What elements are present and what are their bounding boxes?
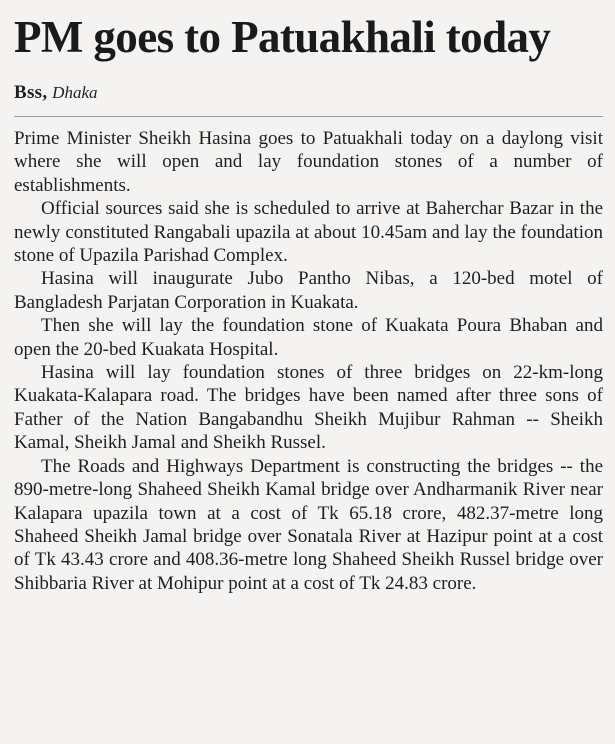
article-paragraph: Hasina will lay foundation stones of three bridges on 22-km-long Kuakata-Kalapara road. The bridges have been named after three sons of Father of the Nation Bangabandhu Sheikh Mujibur Rahman -- Sheikh Kamal, Sheikh Jamal and Sheikh Russel. (14, 362, 603, 454)
article-paragraph: Prime Minister Sheikh Hasina goes to Patuakhali today on a daylong visit where she will open and lay foundation stones of a number of establishments. (14, 128, 603, 196)
article-paragraph: Hasina will inaugurate Jubo Pantho Nibas, a 120-bed motel of Bangladesh Parjatan Corporation in Kuakata. (14, 268, 603, 313)
byline-agency: Bss, (14, 82, 48, 103)
byline-place: Dhaka (52, 83, 98, 102)
article-paragraph: Official sources said she is scheduled to arrive at Baherchar Bazar in the newly constituted Rangabali upazila at about 10.45am and lay the foundation stone of Upazila Parishad Complex. (14, 198, 603, 267)
headline: PM goes to Patuakhali today (14, 12, 551, 62)
article-body (14, 127, 603, 595)
article-paragraph: The Roads and Highways Department is constructing the bridges -- the 890-metre-long Shaheed Sheikh Kamal bridge over Andharmanik River near Kalapara upazila town at a cost of Tk 65.18 crore, 482.37-metre long Shaheed Sheikh Jamal bridge over Sonatala River at Hazipur point at a cost of Tk 43.43 crore and 408.36-metre long Shaheed Sheikh Russel bridge over Shibbaria River at Mohipur point at a cost of Tk 24.83 crore. (14, 455, 603, 594)
byline-divider (14, 116, 603, 117)
article-paragraph: Then she will lay the foundation stone of Kuakata Poura Bhaban and open the 20-bed Kuakata Hospital. (14, 315, 603, 360)
byline (14, 82, 603, 104)
